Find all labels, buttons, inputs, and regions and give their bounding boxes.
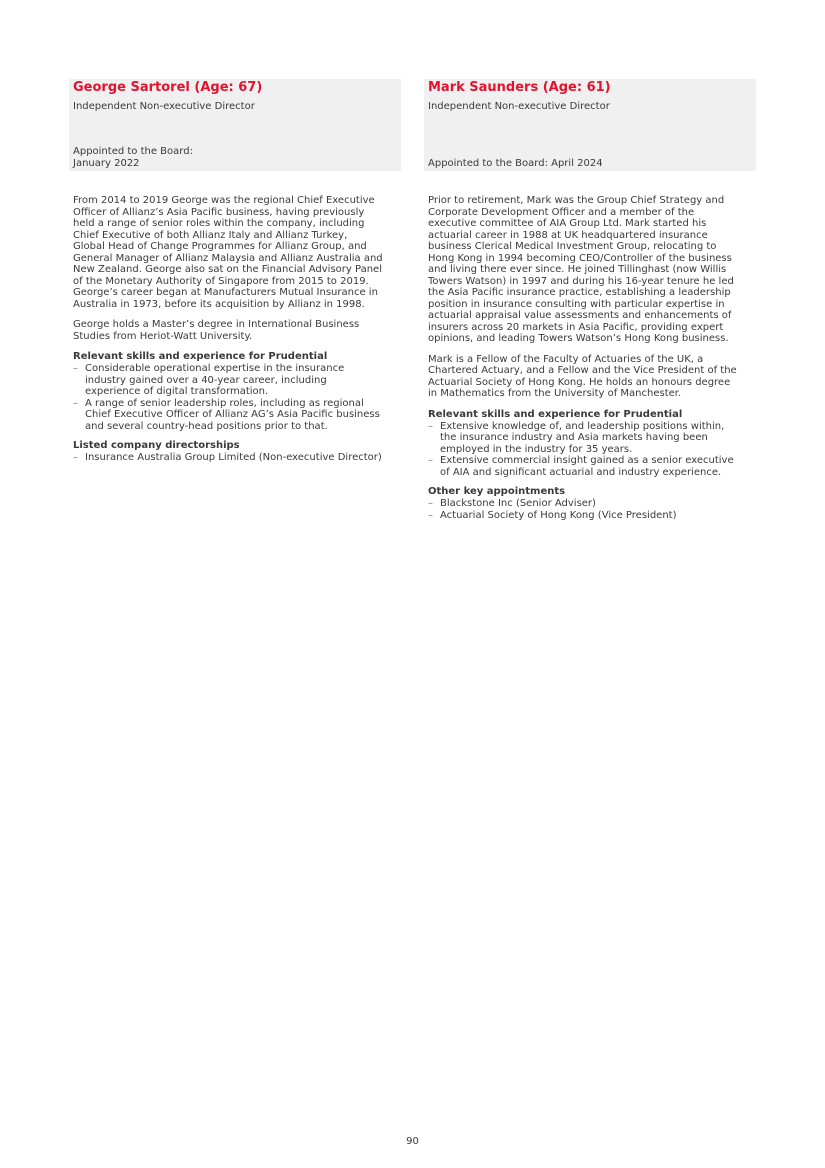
skills-list [428, 421, 752, 479]
director-profile-george-sartorel [69, 79, 401, 472]
director-biography [69, 171, 401, 464]
list-item [73, 398, 397, 433]
appointment-date [73, 146, 193, 170]
director-name: George Sartorel (Age: 67) [73, 80, 263, 95]
list-item [428, 510, 752, 522]
list-item-text: Extensive knowledge of, and leadership positions within, the insurance industry and Asia markets having been employed in the industry for 35 years. [440, 420, 725, 455]
bio-paragraph: From 2014 to 2019 George was the regional Chief Executive Officer of Allianz’s Asia Pacific business, having previously held a range of senior roles within the company, including Chief Executive of both Allianz Italy and Allianz Turkey, Global Head of Change Programmes for Allianz Group, and General Manager of Allianz Malaysia and Allianz Australia and New Zealand. George also sat on the Financial Advisory Panel of the Monetary Authority of Singapore from 2015 to 2019. George’s career began at Manufacturers Mutual Insurance in Australia in 1973, before its acquisition by Allianz in 1998. [73, 195, 383, 310]
list-item-text: Insurance Australia Group Limited (Non-executive Director) [85, 452, 382, 463]
dash-bullet: – [73, 397, 78, 409]
directorships-list [73, 452, 397, 464]
director-header [424, 79, 756, 171]
dash-bullet: – [428, 455, 433, 466]
list-item-text: Actuarial Society of Hong Kong (Vice President) [440, 509, 677, 521]
list-item-text: A range of senior leadership roles, including as regional Chief Executive Officer of Allianz AG’s Asia Pacific business and several country-head positions prior to that. [85, 397, 380, 432]
appointment-label: Appointed to the Board: April 2024 [428, 158, 603, 169]
director-biography [424, 171, 756, 521]
directorships-heading: Listed company directorships [73, 440, 240, 451]
bio-paragraph: Mark is a Fellow of the Faculty of Actuaries of the UK, a Chartered Actuary, and a Fellow and the Vice President of the Actuarial Society of Hong Kong. He holds an honours degree in Mathematics from the University of Manchester. [428, 353, 737, 399]
director-profile-mark-saunders [424, 79, 756, 529]
appointments-list [428, 498, 752, 521]
skills-list [73, 363, 397, 432]
appointments-heading: Other key appointments [428, 486, 566, 497]
skills-heading: Relevant skills and experience for Prudential [73, 351, 328, 362]
director-role: Independent Non-executive Director [428, 101, 610, 112]
list-item-text: Extensive commercial insight gained as a senior executive of AIA and significant actuarial and industry experience. [440, 455, 734, 478]
dash-bullet: – [428, 420, 433, 432]
dash-bullet: – [428, 509, 433, 521]
dash-bullet: – [73, 452, 78, 463]
list-item [428, 455, 752, 478]
appointment-label: Appointed to the Board: [73, 146, 193, 157]
skills-heading: Relevant skills and experience for Prudential [428, 408, 683, 420]
list-item-text: Blackstone Inc (Senior Adviser) [440, 498, 596, 509]
list-item [428, 498, 752, 510]
director-header [69, 79, 401, 171]
list-item-text: Considerable operational expertise in the insurance industry gained over a 40-year career, including experience of digital transformation. [85, 363, 345, 397]
bio-paragraph: Prior to retirement, Mark was the Group Chief Strategy and Corporate Development Officer and a member of the executive committee of AIA Group Ltd. Mark started his actuarial career in 1988 at UK headquartered insurance business Clerical Medical Investment Group, relocating to Hong Kong in 1994 becoming CEO/Controller of the business and living there ever since. He joined Tillinghast (now Willis Towers Watson) in 1997 and during his 16-year tenure he led the Asia Pacific insurance practice, establishing a leadership position in insurance consulting with particular expertise in actuarial appraisal value assessments and enhancements of insurers across 20 markets in Asia Pacific, providing expert opinions, and leading Towers Watson’s Hong Kong business. [428, 195, 734, 344]
list-item [73, 363, 397, 398]
list-item [428, 421, 752, 456]
director-name: Mark Saunders (Age: 61) [428, 80, 611, 95]
bio-paragraph: George holds a Master’s degree in International Business Studies from Heriot-Watt University. [73, 319, 360, 342]
dash-bullet: – [73, 363, 78, 374]
page-number: 90 [406, 1136, 419, 1147]
appointment-value: January 2022 [73, 158, 140, 169]
director-role: Independent Non-executive Director [73, 101, 255, 112]
list-item [73, 452, 397, 464]
appointment-date [428, 158, 603, 170]
dash-bullet: – [428, 498, 433, 509]
